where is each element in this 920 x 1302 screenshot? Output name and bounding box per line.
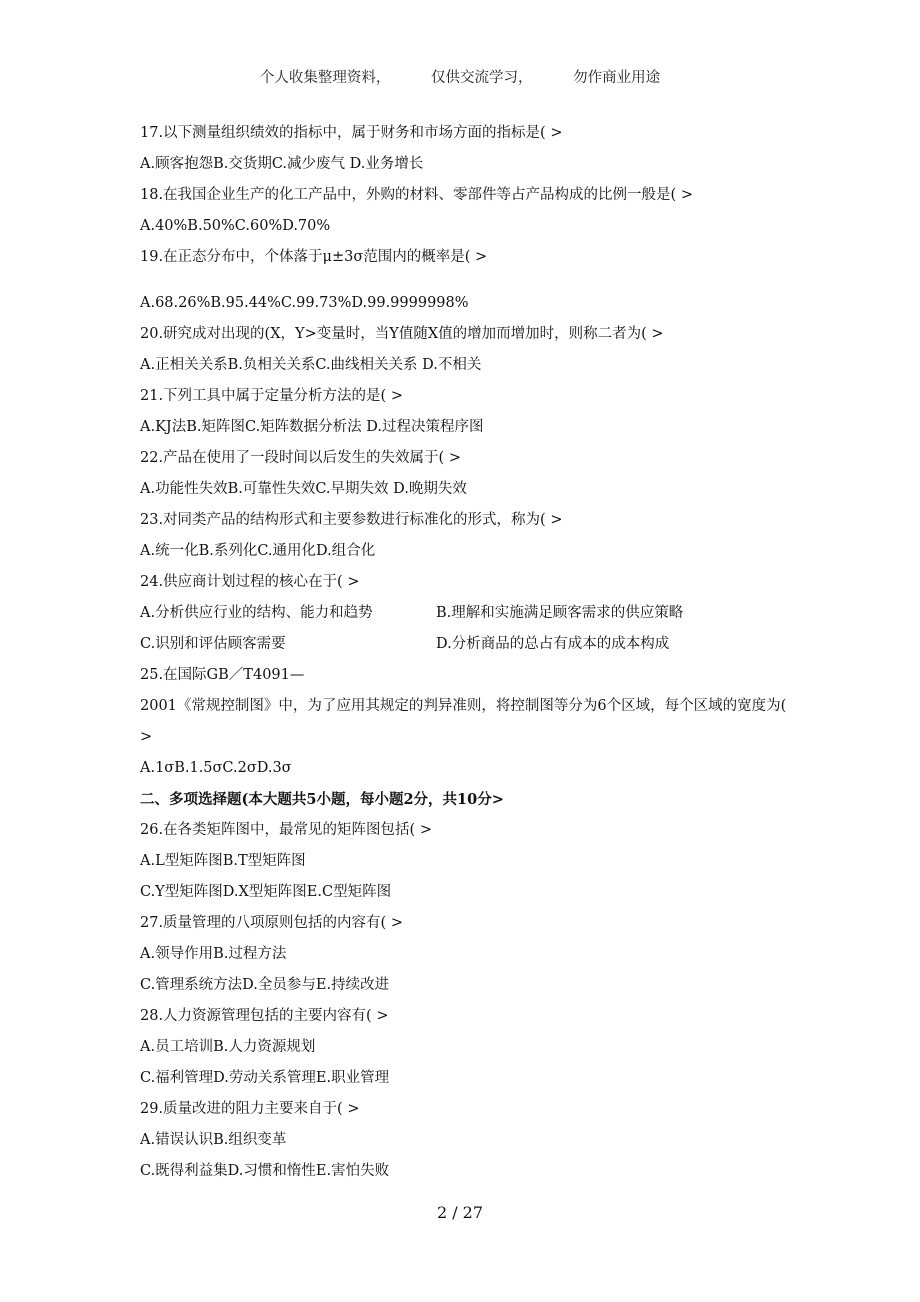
- question-27-options-1: A.领导作用B.过程方法: [140, 946, 287, 962]
- question-25-options: A.1σB.1.5σC.2σD.3σ: [140, 760, 292, 776]
- document-body: [140, 118, 790, 1187]
- question-21: 21.下列工具中属于定量分析方法的是( >: [140, 388, 403, 404]
- question-24: 24.供应商计划过程的核心在于( >: [140, 574, 360, 590]
- question-24-options-row-2: [140, 629, 790, 660]
- question-26: 26.在各类矩阵图中，最常见的矩阵图包括( >: [140, 822, 432, 838]
- header-text-3: 勿作商业用途: [573, 70, 661, 86]
- question-17-options: A.顾客抱怨B.交货期C.减少废气 D.业务增长: [140, 156, 424, 172]
- page-number: 2 / 27: [436, 1203, 484, 1222]
- question-27-options-2: C.管理系统方法D.全员参与E.持续改进: [140, 977, 390, 993]
- question-27: 27.质量管理的八项原则包括的内容有( >: [140, 915, 403, 931]
- question-29: 29.质量改进的阻力主要来自于( >: [140, 1101, 360, 1117]
- question-22: 22.产品在使用了一段时间以后发生的失效属于( >: [140, 450, 461, 466]
- question-28-options-2: C.福利管理D.劳动关系管理E.职业管理: [140, 1070, 390, 1086]
- question-24-option-b: B.理解和实施满足顾客需求的供应策略: [436, 605, 684, 621]
- header-text-1: 个人收集整理资料，: [259, 70, 391, 86]
- question-18-options: A.40%B.50%C.60%D.70%: [140, 218, 331, 234]
- question-24-option-c: C.识别和评估顾客需要: [140, 636, 286, 652]
- question-24-option-a: A.分析供应行业的结构、能力和趋势: [140, 605, 373, 621]
- question-26-options-2: C.Y型矩阵图D.X型矩阵图E.C型矩阵图: [140, 884, 392, 900]
- question-23-options: A.统一化B.系列化C.通用化D.组合化: [140, 543, 376, 559]
- question-26-options-1: A.L型矩阵图B.T型矩阵图: [140, 853, 306, 869]
- page-header: [0, 66, 920, 87]
- question-29-options-1: A.错误认识B.组织变革: [140, 1132, 287, 1148]
- question-20-options: A.正相关关系B.负相关关系C.曲线相关关系 D.不相关: [140, 357, 482, 373]
- question-24-option-d: D.分析商品的总占有成本的成本构成: [436, 636, 670, 652]
- question-25-line-1: 25.在国际GB／T4091—: [140, 667, 305, 683]
- question-24-options-row-1: [140, 598, 790, 629]
- question-18: 18.在我国企业生产的化工产品中，外购的材料、零部件等占产品构成的比例一般是( >: [140, 187, 693, 203]
- question-28: 28.人力资源管理包括的主要内容有( >: [140, 1008, 389, 1024]
- question-29-options-2: C.既得利益集D.习惯和惰性E.害怕失败: [140, 1163, 390, 1179]
- question-19: 19.在正态分布中，个体落于μ±3σ范围内的概率是( >: [140, 249, 488, 265]
- question-21-options: A.KJ法B.矩阵图C.矩阵数据分析法 D.过程决策程序图: [140, 419, 484, 435]
- question-25-line-2: 2001《常规控制图》中，为了应用其规定的判异准则，将控制图等分为6个区域，每个区域的宽度为( >: [140, 698, 787, 745]
- question-23: 23.对同类产品的结构形式和主要参数进行标准化的形式，称为( >: [140, 512, 563, 528]
- section-heading-multiple-choice: 二、多项选择题(本大题共5小题，每小题2分，共10分>: [140, 791, 504, 808]
- question-28-options-1: A.员工培训B.人力资源规划: [140, 1039, 316, 1055]
- question-17: 17.以下测量组织绩效的指标中，属于财务和市场方面的指标是( >: [140, 125, 563, 141]
- header-text-2: 仅供交流学习，: [431, 70, 533, 86]
- question-20: 20.研究成对出现的(X，Y>变量时，当Y值随X值的增加而增加时，则称二者为( >: [140, 326, 664, 342]
- question-19-options: A.68.26%B.95.44%C.99.73%D.99.9999998%: [140, 295, 469, 311]
- question-22-options: A.功能性失效B.可靠性失效C.早期失效 D.晚期失效: [140, 481, 467, 497]
